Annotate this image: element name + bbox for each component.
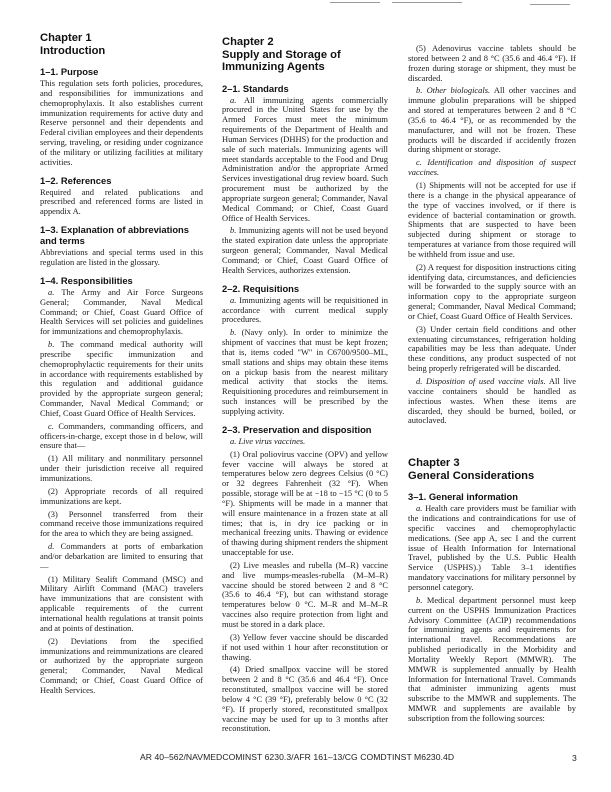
list-item [222,96,388,224]
item-heading: Identification and disposition of suspect vaccines. [408,157,576,178]
item-text: (Navy only). In order to minimize the shipment of vaccines that must be kept frozen; that is, items coded "W" in C6700/9500–ML, small stations and ships may obtain these items on a pickup basis from the nearest military medical activity that stocks the items. Requisitioning procedures and reimbursement in such instances will be prescribed by the supplying activity. [222,327,389,416]
item-label: b. [416,85,423,96]
column-3 [408,44,576,727]
item-text: The Army and Air Force Surgeons General; Commander, Naval Medical Command; or Chief, Coast Guard Office of Health Services will set policies and guidelines for immunizations and chemoprophylaxis. [40,286,203,337]
spacer [408,429,576,457]
chapter-title: Introduction [40,44,106,57]
item-label: (3) [416,323,426,334]
chapter-number: Chapter 3 [408,457,460,470]
paragraph: Abbreviations and special terms used in this regulation are listed in the glossary. [40,247,203,267]
section-title: 1–4. Responsibilities [40,274,133,286]
item-label: b. [230,327,237,338]
document-id-footer: AR 40–562/NAVMEDCOMINST 6230.3/AFR 161–13/CG COMDTINST M6230.4D [140,752,455,762]
item-label: (1) [48,453,58,464]
item-label: a. [230,94,237,105]
item-label: d. [416,376,423,386]
item-label: (4) [230,664,240,675]
chapter-2-heading [222,36,388,74]
item-text: Commanders, commanding officers, and officers-in-charge, except those in d below, will ensure that— [40,420,204,451]
section-title: 1–3. Explanation of abbreviations and terms [40,224,189,247]
section-title: 2–1. Standards [222,82,289,94]
list-item [40,637,203,696]
item-label: c. [416,157,422,168]
item-text: The command medical authority will prescribe specific immunization and chemoprophylactic requirements for their units in accordance with requirements established by this regulation and additional guidance provided by the appropriate surgeon general; Commander, Naval Medical Command; or Chief, Coast Guard Office of Health Services. [40,339,203,418]
item-heading: Other biologicals. [426,85,491,96]
column-1 [40,32,203,699]
chapter-number: Chapter 2 [222,36,274,48]
paragraph: Required and related publications and prescribed and referenced forms are listed in appendix A. [40,186,203,217]
item-text: Shipments will not be accepted for use if there is a change in the physical appearance of the type of vaccines involved, or if there is evidence of bacterial contamination or growth. Shipments that are suspected to have been subjected during shipment or storage to temperatures at variance from those required will be withheld from issue and use. [408,179,577,259]
list-item [408,263,576,322]
list-item [40,575,203,634]
list-item [222,437,388,447]
item-label: a. [230,294,237,305]
list-item [222,226,388,275]
list-item [222,296,388,326]
item-label: (2) [230,559,240,570]
item-label: a. [416,503,423,514]
list-item [40,510,203,540]
list-item [408,86,576,155]
list-item [408,158,576,178]
item-label: d. [48,541,55,552]
item-label: (2) [48,485,58,496]
item-text: Military Sealift Command (MSC) and Military Airlift Command (MAC) travelers have immunizations that are consistent with applicable requirements of the current international health regulations at transit points and at points of destination. [40,573,203,633]
item-text: Appropriate records of all required immunizations are kept. [40,485,203,506]
item-text: A request for disposition instructions citing identifying data, circumstances, and deficiencies will be forwarded to the supply source with an information copy to the appropriate surgeon general; Commander, Naval Medical Command; or Chief, Coast Guard Office of Health Services. [408,261,576,321]
chapter-number: Chapter 1 [40,32,92,44]
column-2 [222,36,388,737]
item-text: Commanders at ports of embarkation and/or debarkation are limited to ensuring that— [40,541,203,571]
list-item [408,44,576,83]
chapter-title: General Considerations [408,469,535,482]
item-label: (1) [416,179,426,190]
item-text: Medical department personnel must keep current on the USPHS Immunization Practices Advisory Committee (ACIP) recommendations for immunizing agents and requirements for international travel. Recommendations are published periodically in the Morbidity and Mortality Weekly Report (MMWR). The MMWR is supplemented annually by Health Information for International Travel. Commands that administer immunizing agents must subscribe to the MMWR and supplements. The MMWR and supplements are available by subscription from the following sources: [408,594,576,723]
item-text: Health care providers must be familiar with the indications and contraindications for use of specific vaccines and chemoprophylactic medications. (See app A, sec I and the current issue of Health Information for International Travel, published by the U.S. Public Health Service (USPHS).) Table 3–1 identifies mandatory vaccinations for military personnel by personnel category. [408,503,577,592]
list-item [40,454,203,484]
item-text: Live measles and rubella (M–R) vaccine and live mumps-measles-rubella (M–M–R) vaccine should be stored between 2 and 8 °C (35.6 to 46.4 °F), but can withstand storage temperatures below 0 °C. M–R and M–M–R vaccines also require protection from light and must be stored in a dark place. [222,559,388,629]
list-item [408,181,576,260]
paragraph: This regulation sets forth policies, procedures, and responsibilities for immunizations and chemoprophylaxis. It also establishes current immunization requirements for active duty and Reserve personnel and their dependents and Federal civilian employees and their dependents serving, traveling, or residing under cognizance of the military or utilizing facilities at military activities. [40,78,203,167]
chapter-3-heading [408,457,576,482]
item-text: All immunizing agents commercially procured in the United States for use by the Armed Forces must meet the minimum requirements of the Department of Health and Human Services (DHHS) for the production and sale of such materials. Immunizing agents will meet standards acceptable to the Food and Drug Administration and/or the appropriate Armed Services investigational drug review board. Such procurement must be authorized by the appropriate surgeon general; Commander, Naval Medical Command; or Chief, Coast Guard Office of Health Services. [222,94,388,223]
item-text: Deviations from the specified immunizations and reimmunizations are cleared or authorized by the appropriate surgeon general; Commander, Naval Medical Command; or Chief, Coast Guard Office of Health Services. [40,635,203,695]
item-text: Yellow fever vaccine should be discarded if not used within 1 hour after reconstitution or thawing. [222,631,389,662]
section-title: 1–2. References [40,174,112,186]
item-label: (5) [416,43,426,53]
section-title: 3–1. General information [408,491,518,503]
item-label: (3) [48,508,58,519]
item-text: All military and nonmilitary personnel under their jurisdiction receive all required immunizations. [40,453,203,483]
list-item [222,633,388,663]
scan-artifact [392,2,462,3]
item-text: Immunizing agents will be requisitioned in accordance with current medical supply procedures. [222,294,388,325]
item-text: All live vaccine containers should be handled as infectious wastes. When these items are discarded, they should be burned, boiled, or autoclaved. [408,376,577,426]
item-text: Adenovirus vaccine tablets should be stored between 2 and 8 °C (35.6 and 46.4 °F). If frozen during storage or shipment, they must be discarded. [408,43,576,83]
item-text: Live virus vaccines. [238,435,306,446]
item-text: Immunizing agents will not be used beyond the stated expiration date unless the appropriate surgeon general; Commander, Naval Medical Command; or Chief, Coast Guard Office of Health Services, authorizes extension. [222,225,388,275]
section-title: 2–2. Requisitions [222,282,300,294]
list-item [408,377,576,426]
item-label: (2) [48,635,58,646]
list-item [40,288,203,337]
scan-artifact [530,4,570,5]
list-item [40,487,203,507]
item-label: (2) [416,261,426,272]
list-item [222,450,388,558]
list-item [222,328,388,417]
item-label: b. [48,339,55,350]
item-text: Under certain field conditions and other extenuating circumstances, refrigeration holding capabilities may be less than adequate. Under these conditions, any product suspected of not being properly refrigerated will be discarded. [408,323,576,374]
page-number: 3 [572,753,577,763]
item-text: Dried smallpox vaccine will be stored between 2 and 8 °C (35.6 and 46.4 °F). Once reconstituted, smallpox vaccine will be stored below 4 °C (39 °F), preferably below 0 °C (32 °F). If properly stored, reconstituted smallpox vaccine may be used for up to 3 months after reconstitution. [222,664,388,734]
section-title: 2–3. Preservation and disposition [222,423,372,435]
chapter-1-heading [40,32,203,57]
list-item [408,596,576,724]
list-item [40,422,203,452]
list-item [222,665,388,734]
item-label: (1) [230,448,240,459]
item-text: All other vaccines and immune globulin preparations will be shipped and stored at temperatures between 2 and 8 °C (35.6 to 46.4 °F), or as recommended by the manufacturer, and will not be frozen. These products will be discarded if accidently frozen during shipment or storage. [408,85,576,155]
chapter-title: Supply and Storage of Immunizing Agents [222,48,341,73]
list-item [222,561,388,630]
item-text: Oral poliovirus vaccine (OPV) and yellow fever vaccine will always be stored at temperatures below zero degrees Celsius (0 °C) or 32 degrees Fahrenheit (32 °F). When possible, storage will be at −18 to −15 °C (0 to 5 °F). Shipments will be made in a manner that will ensure maintenance in a frozen state at all times; that is, in dry ice packing or in mechanical freezing units. Thawing or evidence of thawing during shipment renders the shipment unacceptable for use. [222,448,388,558]
list-item [408,325,576,374]
item-label: a. [48,286,55,297]
list-item [40,542,203,572]
list-item [408,504,576,593]
item-heading: Disposition of used vaccine vials. [426,376,546,386]
item-label: (3) [230,631,240,642]
scan-artifact [330,2,380,3]
item-label: b. [416,594,423,605]
item-label: b. [230,225,237,236]
item-text: Personnel transferred from their command receive those immunizations required for the area to which they are being assigned. [40,508,203,539]
item-label: a. [230,435,237,446]
section-title: 1–1. Purpose [40,66,99,77]
item-label: c. [48,420,54,431]
item-label: (1) [48,573,58,584]
list-item [40,340,203,419]
